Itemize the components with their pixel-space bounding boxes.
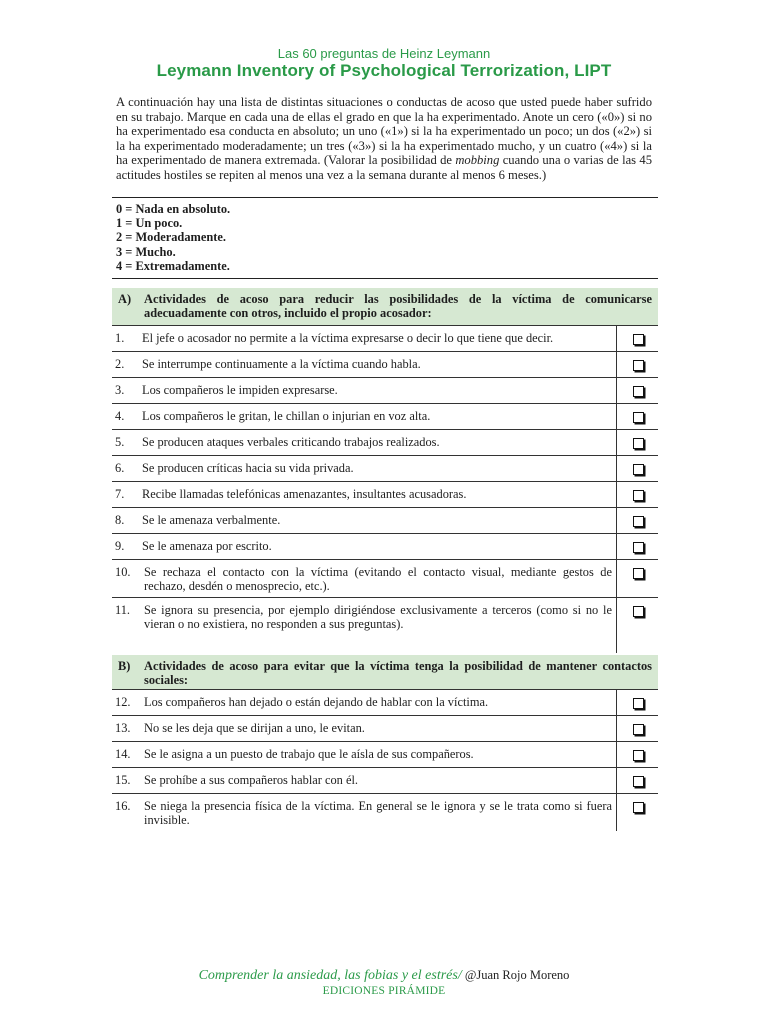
scale-item-1: 1 = Un poco. [116, 216, 183, 231]
table-row [112, 429, 658, 455]
item-number: 14. [115, 747, 131, 761]
intro-text-start: A continuación hay una lista de distintas situaciones o conductas de acoso que usted puede haber sufrido en su trabajo. Marque en cada una de ellas el grado en que la ha experimentado. Anote un cero («0») si no ha experimentado esa conducta en absoluto; un uno («1») si la ha experimentado un poco; un dos («2») si la ha experimentado moderadamente; un tres («3») si la ha experimentado mucho, y un cuatro («4») si la ha experimentado de manera extremada. (Valorar la posibilidad de [116, 95, 652, 168]
checkbox-column-divider [616, 690, 617, 715]
item-number: 12. [115, 695, 131, 709]
checkbox-column-divider [616, 352, 617, 377]
item-number: 1. [115, 331, 125, 345]
item-number: 2. [115, 357, 125, 371]
table-row [112, 533, 658, 559]
item-checkbox[interactable] [633, 386, 644, 397]
book-title: Comprender la ansiedad, las fobias y el estrés/ [198, 968, 462, 983]
table-row [112, 403, 658, 429]
table-row [112, 559, 658, 597]
item-number: 11. [115, 603, 131, 617]
item-checkbox[interactable] [633, 360, 644, 371]
item-text: Los compañeros le gritan, le chillan o injurian en voz alta. [142, 409, 431, 423]
item-checkbox[interactable] [633, 412, 644, 423]
checkbox-column-divider [616, 768, 617, 793]
item-text: Recibe llamadas telefónicas amenazantes, insultantes acusadoras. [142, 487, 467, 501]
item-number: 9. [115, 539, 125, 553]
table-row [112, 481, 658, 507]
item-text: Los compañeros han dejado o están dejando de hablar con la víctima. [144, 695, 489, 709]
checkbox-column-divider [616, 378, 617, 403]
table-row [112, 507, 658, 533]
item-number: 3. [115, 383, 125, 397]
section-a-table [112, 325, 658, 653]
checkbox-column-divider [616, 794, 617, 831]
checkbox-column-divider [616, 534, 617, 559]
item-checkbox[interactable] [633, 724, 644, 735]
document-subtitle: Las 60 preguntas de Heinz Leymann [277, 46, 491, 61]
table-row [112, 455, 658, 481]
item-number: 5. [115, 435, 125, 449]
item-number: 4. [115, 409, 125, 423]
document-title: Leymann Inventory of Psychological Terrorization, LIPT [156, 61, 612, 80]
intro-text-end: cuando una o varias de las 45 actitudes hostiles se repiten al menos una vez a la semana durante al menos 6 meses.) [116, 153, 652, 182]
intro-paragraph [116, 95, 652, 183]
item-text: Se ignora su presencia, por ejemplo dirigiéndose exclusivamente a terceros (como si no le vieran o no existiera, no responden a sus preguntas). [144, 603, 612, 631]
section-b-letter: B) [118, 659, 131, 673]
table-row [112, 715, 658, 741]
item-checkbox[interactable] [633, 568, 644, 579]
table-row [112, 767, 658, 793]
table-row [112, 793, 658, 831]
item-checkbox[interactable] [633, 802, 644, 813]
item-number: 6. [115, 461, 125, 475]
item-text: Se le amenaza verbalmente. [142, 513, 281, 527]
item-checkbox[interactable] [633, 334, 644, 345]
checkbox-column-divider [616, 598, 617, 653]
divider-scale [112, 278, 658, 279]
item-checkbox[interactable] [633, 464, 644, 475]
scale-item-2: 2 = Moderadamente. [116, 230, 226, 245]
section-a-letter: A) [118, 292, 132, 306]
table-row [112, 741, 658, 767]
item-checkbox[interactable] [633, 490, 644, 501]
item-text: Se producen ataques verbales criticando trabajos realizados. [142, 435, 440, 449]
footer-book-title [0, 968, 768, 984]
section-b-table [112, 689, 658, 831]
section-a-title: Actividades de acoso para reducir las posibilidades de la víctima de comunicarse adecuadamente con otros, incluido el propio acosador: [144, 292, 652, 321]
checkbox-column-divider [616, 430, 617, 455]
scale-item-4: 4 = Extremadamente. [116, 258, 230, 273]
table-row [112, 597, 658, 653]
item-text: Se niega la presencia física de la víctima. En general se le ignora y se le trata como si fuera invisible. [144, 799, 612, 827]
book-author: @Juan Rojo Moreno [461, 968, 570, 982]
table-row [112, 325, 658, 351]
checkbox-column-divider [616, 742, 617, 767]
item-number: 15. [115, 773, 131, 787]
item-text: Los compañeros le impiden expresarse. [142, 383, 338, 397]
item-number: 16. [115, 799, 131, 813]
table-row [112, 377, 658, 403]
rating-scale [116, 202, 652, 273]
item-checkbox[interactable] [633, 438, 644, 449]
item-number: 10. [115, 565, 131, 579]
divider-top [112, 197, 658, 198]
checkbox-column-divider [616, 456, 617, 481]
item-checkbox[interactable] [633, 698, 644, 709]
item-checkbox[interactable] [633, 750, 644, 761]
item-number: 13. [115, 721, 131, 735]
item-text: Se le asigna a un puesto de trabajo que le aísla de sus compañeros. [144, 747, 474, 761]
section-a-heading [112, 288, 658, 325]
item-text: Se producen críticas hacia su vida privada. [142, 461, 354, 475]
item-text: Se le amenaza por escrito. [142, 539, 272, 553]
table-row [112, 689, 658, 715]
section-b-title: Actividades de acoso para evitar que la víctima tenga la posibilidad de mantener contactos sociales: [144, 659, 652, 688]
checkbox-column-divider [616, 326, 617, 351]
scale-item-0: 0 = Nada en absoluto. [116, 202, 231, 216]
item-checkbox[interactable] [633, 606, 644, 617]
table-row [112, 351, 658, 377]
scale-item-3: 3 = Mucho. [116, 244, 176, 259]
item-checkbox[interactable] [633, 542, 644, 553]
item-checkbox[interactable] [633, 776, 644, 787]
item-text: Se interrumpe continuamente a la víctima cuando habla. [142, 357, 421, 371]
item-number: 7. [115, 487, 125, 501]
item-text: El jefe o acosador no permite a la víctima expresarse o decir lo que tiene que decir. [142, 331, 554, 345]
section-b-heading [112, 655, 658, 689]
checkbox-column-divider [616, 716, 617, 741]
checkbox-column-divider [616, 508, 617, 533]
intro-italic-term: mobbing [455, 153, 500, 168]
item-text: Se prohíbe a sus compañeros hablar con él. [144, 773, 359, 787]
item-number: 8. [115, 513, 125, 527]
item-text: No se les deja que se dirijan a uno, le evitan. [144, 721, 365, 735]
checkbox-column-divider [616, 404, 617, 429]
item-text: Se rechaza el contacto con la víctima (evitando el contacto visual, mediante gestos de rechazo, desdén o menosprecio, etc.). [144, 565, 612, 593]
checkbox-column-divider [616, 482, 617, 507]
checkbox-column-divider [616, 560, 617, 597]
item-checkbox[interactable] [633, 516, 644, 527]
footer-publisher: EDICIONES PIRÁMIDE [322, 985, 446, 997]
